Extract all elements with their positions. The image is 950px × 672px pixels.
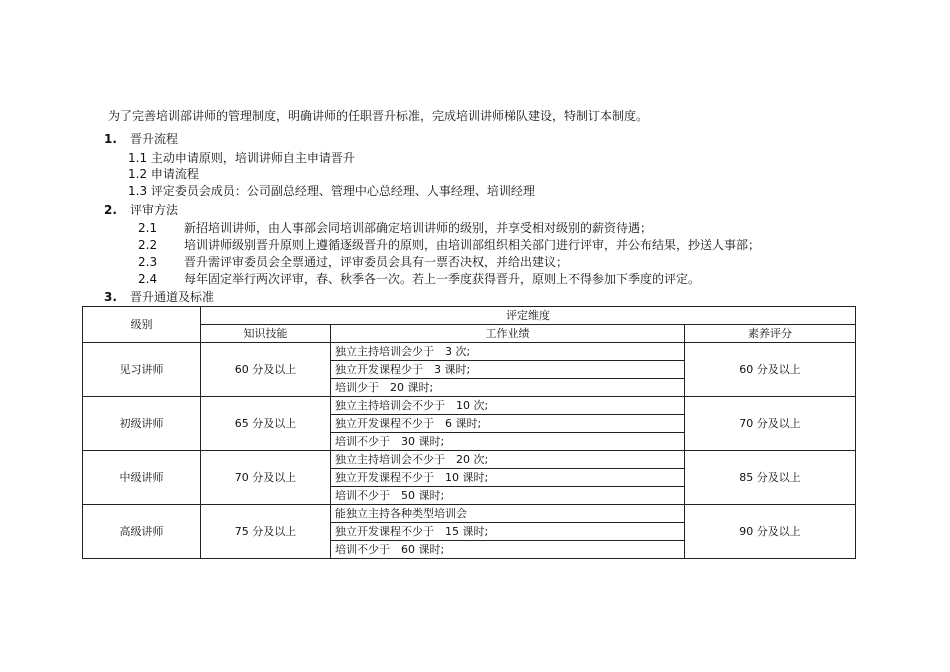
quality-cell: 60 分及以上 bbox=[685, 343, 856, 397]
performance-cell: 独立主持培训会少于 3 次; bbox=[331, 343, 685, 361]
level-cell: 中级讲师 bbox=[83, 451, 201, 505]
promotion-standards-table bbox=[82, 306, 856, 559]
performance-cell: 独立主持培训会不少于 10 次; bbox=[331, 397, 685, 415]
level-cell: 见习讲师 bbox=[83, 343, 201, 397]
section-1-item: 1.3 评定委员会成员：公司副总经理、管理中心总经理、人事经理、培训经理 bbox=[128, 184, 535, 198]
table-row bbox=[83, 451, 856, 469]
performance-cell: 独立开发课程少于 3 课时; bbox=[331, 361, 685, 379]
knowledge-cell: 70 分及以上 bbox=[201, 451, 331, 505]
table-row bbox=[83, 397, 856, 415]
performance-cell: 独立主持培训会不少于 20 次; bbox=[331, 451, 685, 469]
header-level: 级别 bbox=[83, 307, 201, 343]
level-cell: 初级讲师 bbox=[83, 397, 201, 451]
performance-cell: 培训不少于 50 课时; bbox=[331, 487, 685, 505]
header-dimension: 评定维度 bbox=[201, 307, 856, 325]
performance-cell: 独立开发课程不少于 15 课时; bbox=[331, 523, 685, 541]
performance-cell: 培训不少于 30 课时; bbox=[331, 433, 685, 451]
section-1-title: 晋升流程 bbox=[130, 132, 179, 146]
knowledge-cell: 75 分及以上 bbox=[201, 505, 331, 559]
performance-cell: 独立开发课程不少于 10 课时; bbox=[331, 469, 685, 487]
performance-cell: 独立开发课程不少于 6 课时; bbox=[331, 415, 685, 433]
section-2-title: 评审方法 bbox=[130, 203, 179, 217]
section-2-item-number: 2.4 bbox=[138, 272, 158, 286]
table-row bbox=[83, 505, 856, 523]
knowledge-cell: 65 分及以上 bbox=[201, 397, 331, 451]
section-2-item-text: 培训讲师级别晋升原则上遵循逐级晋升的原则，由培训部组织相关部门进行评审，并公布结果，抄送人事部； bbox=[184, 238, 761, 252]
quality-cell: 90 分及以上 bbox=[685, 505, 856, 559]
intro-paragraph: 为了完善培训部讲师的管理制度，明确讲师的任职晋升标准，完成培训讲师梯队建设，特制订本制度。 bbox=[108, 109, 649, 123]
quality-cell: 70 分及以上 bbox=[685, 397, 856, 451]
performance-cell: 培训少于 20 课时; bbox=[331, 379, 685, 397]
section-1-item: 1.1 主动申请原则，培训讲师自主申请晋升 bbox=[128, 151, 355, 165]
section-3-title: 晋升通道及标准 bbox=[130, 290, 215, 304]
section-2-item-number: 2.2 bbox=[138, 238, 158, 252]
header-quality: 素养评分 bbox=[685, 325, 856, 343]
level-cell: 高级讲师 bbox=[83, 505, 201, 559]
section-2-number: 2. bbox=[104, 203, 117, 217]
table-header-row bbox=[83, 307, 856, 325]
performance-cell: 能独立主持各种类型培训会 bbox=[331, 505, 685, 523]
section-2-item-text: 每年固定举行两次评审，春、秋季各一次。若上一季度获得晋升，原则上不得参加下季度的评定。 bbox=[184, 272, 701, 286]
section-3-number: 3. bbox=[104, 290, 117, 304]
section-2-item-text: 新招培训讲师，由人事部会同培训部确定培训讲师的级别，并享受相对级别的薪资待遇； bbox=[184, 221, 653, 235]
knowledge-cell: 60 分及以上 bbox=[201, 343, 331, 397]
table-row bbox=[83, 343, 856, 361]
section-1-item: 1.2 申请流程 bbox=[128, 167, 199, 181]
performance-cell: 培训不少于 60 课时; bbox=[331, 541, 685, 559]
section-1-number: 1. bbox=[104, 132, 117, 146]
quality-cell: 85 分及以上 bbox=[685, 451, 856, 505]
header-performance: 工作业绩 bbox=[331, 325, 685, 343]
header-knowledge: 知识技能 bbox=[201, 325, 331, 343]
section-2-item-number: 2.1 bbox=[138, 221, 158, 235]
section-2-item-number: 2.3 bbox=[138, 255, 158, 269]
section-2-item-text: 晋升需评审委员会全票通过，评审委员会具有一票否决权，并给出建议； bbox=[184, 255, 569, 269]
